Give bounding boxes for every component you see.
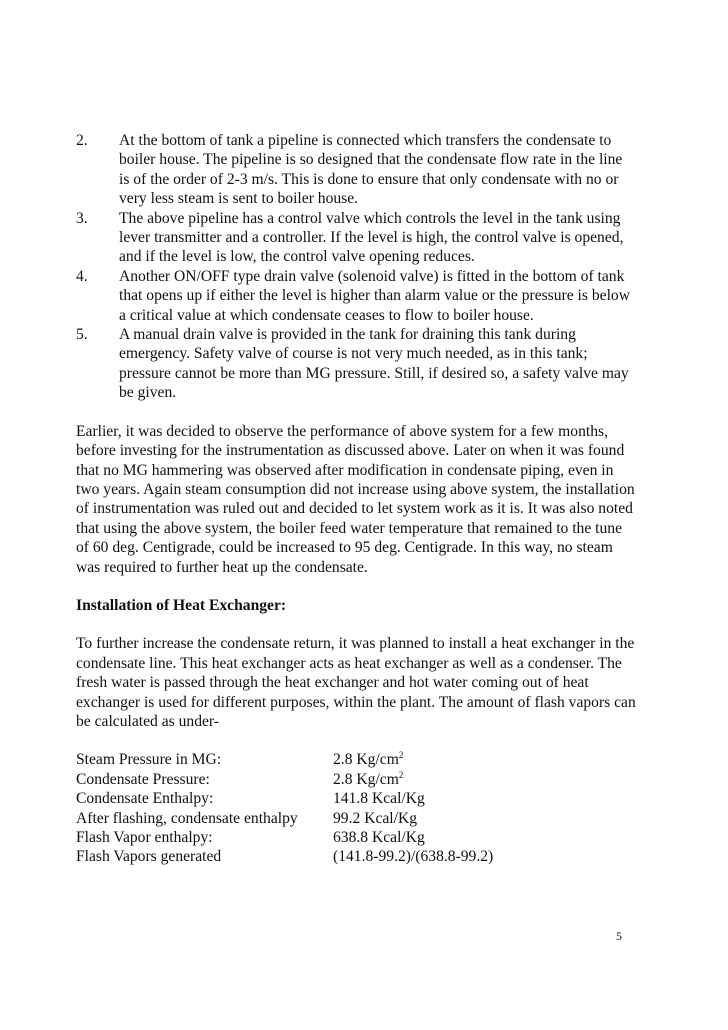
list-item-text: A manual drain valve is provided in the tank for draining this tank during emergency. Safety valve of course is not very much needed, as in this tank; pressure cannot be more than MG pressure. Still, if desired so, a safety valve may be given. <box>119 326 629 402</box>
row-value: (141.8-99.2)/(638.8-99.2) <box>333 848 494 866</box>
table-row <box>76 770 636 789</box>
paragraph-earlier: Earlier, it was decided to observe the performance of above system for a few months, before investing for the instrumentation as discussed above. Later on when it was found that no MG hammering was observed after modification in condensate piping, even in two years. Again steam consumption did not increase using above system, the installation of instrumentation was ruled out and decided to let system work as it is. It was also noted that using the above system, the boiler feed water temperature that remained to the tune of 60 deg. Centigrade, could be increased to 95 deg. Centigrade. In this way, no steam was required to further heat up the condensate. <box>76 422 635 576</box>
row-label: Condensate Pressure: <box>76 770 210 788</box>
calculation-table <box>76 750 636 866</box>
list-item-text: At the bottom of tank a pipeline is connected which transfers the condensate to boiler house. The pipeline is so designed that the condensate flow rate in the line is of the order of 2-3 m/s. This is done to ensure that only condensate with no or very less steam is sent to boiler house. <box>119 132 623 208</box>
row-value <box>333 770 636 789</box>
row-value: 99.2 Kcal/Kg <box>333 809 418 827</box>
row-value-superscript: 2 <box>398 769 404 780</box>
section-heading: Installation of Heat Exchanger: <box>76 596 287 614</box>
row-value <box>333 750 636 769</box>
row-value: 141.8 Kcal/Kg <box>333 790 425 808</box>
document-page <box>76 131 636 867</box>
table-row <box>76 809 636 828</box>
row-value: 638.8 Kcal/Kg <box>333 829 425 846</box>
numbered-list <box>76 131 636 403</box>
row-label: Flash Vapors generated <box>76 848 222 866</box>
row-value-superscript: 2 <box>398 750 404 761</box>
list-item <box>76 209 636 267</box>
row-label: Steam Pressure in MG: <box>76 751 222 769</box>
list-item-number: 5. <box>76 326 88 344</box>
row-label: Condensate Enthalpy: <box>76 790 214 808</box>
page-number: 5 <box>616 929 622 943</box>
row-label: Flash Vapor enthalpy: <box>76 829 213 846</box>
row-value-text: 2.8 Kg/cm <box>333 751 399 769</box>
list-item-text: Another ON/OFF type drain valve (solenoid valve) is fitted in the bottom of tank that opens up if either the level is higher than alarm value or the pressure is below a critical value at which condensate ceases to flow to boiler house. <box>119 267 630 324</box>
list-item-number: 3. <box>76 209 88 227</box>
table-row <box>76 789 636 808</box>
list-item-text: The above pipeline has a control valve which controls the level in the tank using lever transmitter and a controller. If the level is high, the control valve is opened, and if the level is low, the control valve opening reduces. <box>119 209 624 266</box>
list-item <box>76 325 636 403</box>
row-label: After flashing, condensate enthalpy <box>76 809 298 827</box>
list-item <box>76 267 636 325</box>
list-item-number: 4. <box>76 267 88 285</box>
row-value-text: 2.8 Kg/cm <box>333 770 399 788</box>
table-row <box>76 847 636 866</box>
table-row <box>76 828 636 847</box>
table-row <box>76 750 636 769</box>
paragraph-heat-exchanger: To further increase the condensate return, it was planned to install a heat exchanger in the condensate line. This heat exchanger acts as heat exchanger as well as a condenser. The fresh water is passed through the heat exchanger and hot water coming out of heat exchanger is used for different purposes, within the plant. The amount of flash vapors can be calculated as under- <box>76 635 636 730</box>
list-item <box>76 131 636 209</box>
list-item-number: 2. <box>76 132 88 149</box>
